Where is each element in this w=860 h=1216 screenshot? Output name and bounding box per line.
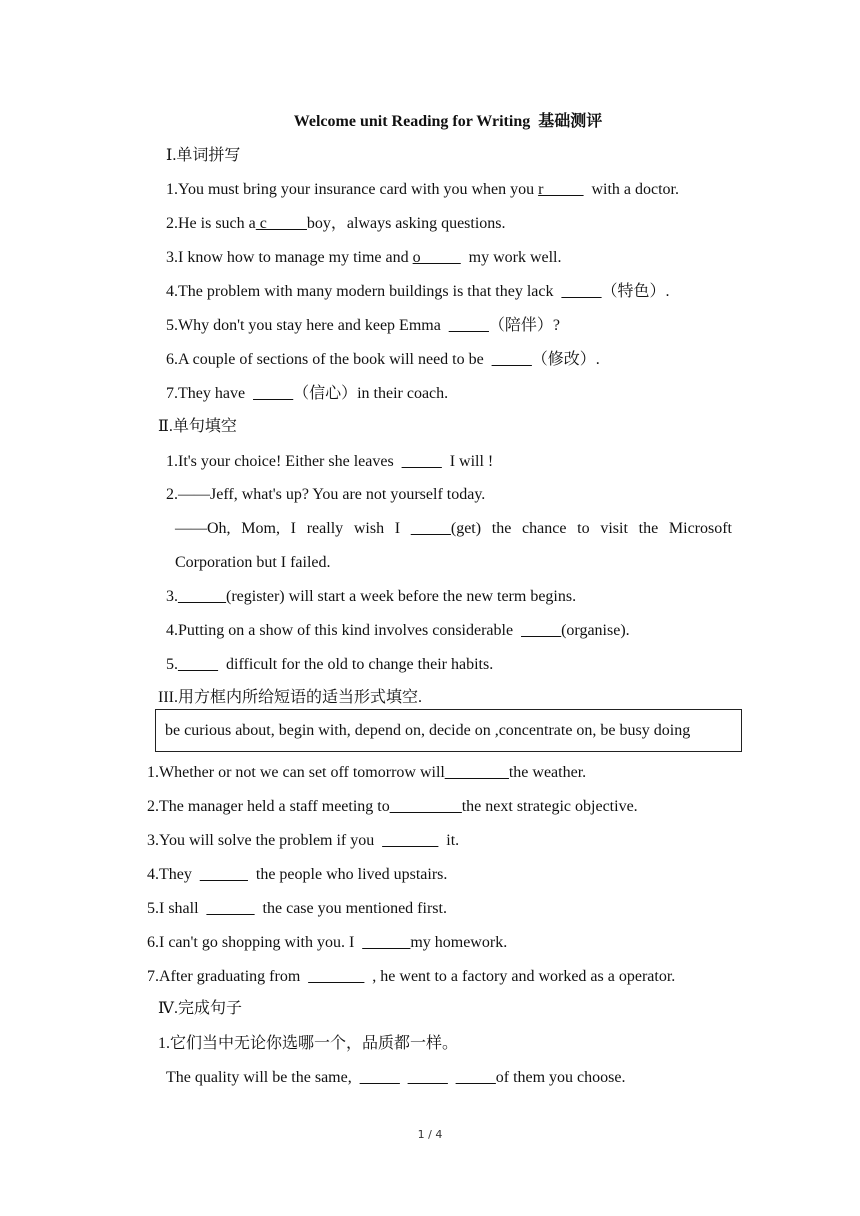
- s1-item-7: 7.They have _____（信心）in their coach.: [166, 385, 449, 402]
- s3-item-3: 3.You will solve the problem if you _______ it.: [147, 832, 460, 849]
- s2-item-2-a: ——Oh, Mom, I really wish I _____(get) the chance to visit the Microsoft: [175, 520, 733, 537]
- s2-item-5: 5._____ difficult for the old to change their habits.: [166, 656, 494, 673]
- s3-item-1: 1.Whether or not we can set off tomorrow will________the weather.: [147, 764, 587, 781]
- s2-item-2-q: 2.——Jeff, what's up? You are not yourself today.: [166, 486, 486, 503]
- s3-item-2: 2.The manager held a staff meeting to_________the next strategic objective.: [147, 798, 638, 815]
- page-number: 1 / 4: [417, 1128, 443, 1141]
- s1-item-2: 2.He is such a c_____boy，always asking questions.: [166, 215, 506, 232]
- phrase-box: [155, 709, 742, 752]
- s1-item-5: 5.Why don't you stay here and keep Emma _____（陪伴）?: [166, 317, 560, 334]
- section-4-heading: Ⅳ.完成句子: [158, 1000, 242, 1017]
- s1-item-3: 3.I know how to manage my time and o_____ my work well.: [166, 249, 562, 266]
- section-2-heading: Ⅱ.单句填空: [158, 418, 237, 435]
- section-3-heading: III.用方框内所给短语的适当形式填空.: [158, 689, 422, 706]
- s2-item-1: 1.It's your choice! Either she leaves _____ I will !: [166, 453, 494, 470]
- s2-item-2-a-cont: Corporation but I failed.: [175, 554, 331, 571]
- s2-item-4: 4.Putting on a show of this kind involves considerable _____(organise).: [166, 622, 630, 639]
- s3-item-6: 6.I can't go shopping with you. I ______my homework.: [147, 934, 508, 951]
- s1-item-1: 1.You must bring your insurance card with you when you r_____ with a doctor.: [166, 181, 679, 198]
- s3-item-4: 4.They ______ the people who lived upstairs.: [147, 866, 448, 883]
- s1-item-4: 4.The problem with many modern buildings is that they lack _____（特色）.: [166, 283, 670, 300]
- phrase-box-text: be curious about, begin with, depend on, decide on ,concentrate on, be busy doing: [165, 722, 691, 739]
- s4-item-1-cn: 1.它们当中无论你选哪一个，品质都一样。: [158, 1035, 459, 1052]
- s3-item-7: 7.After graduating from _______ , he went to a factory and worked as a operator.: [147, 968, 676, 985]
- s3-item-5: 5.I shall ______ the case you mentioned first.: [147, 900, 447, 917]
- s1-item-6: 6.A couple of sections of the book will need to be _____（修改）.: [166, 351, 600, 368]
- s2-item-3: 3.______(register) will start a week before the new term begins.: [166, 588, 577, 605]
- s4-item-1-en: The quality will be the same, _____ _____ _____of them you choose.: [166, 1069, 626, 1086]
- page-title: Welcome unit Reading for Writing 基础测评: [293, 113, 603, 130]
- section-1-heading: Ⅰ.单词拼写: [166, 147, 241, 164]
